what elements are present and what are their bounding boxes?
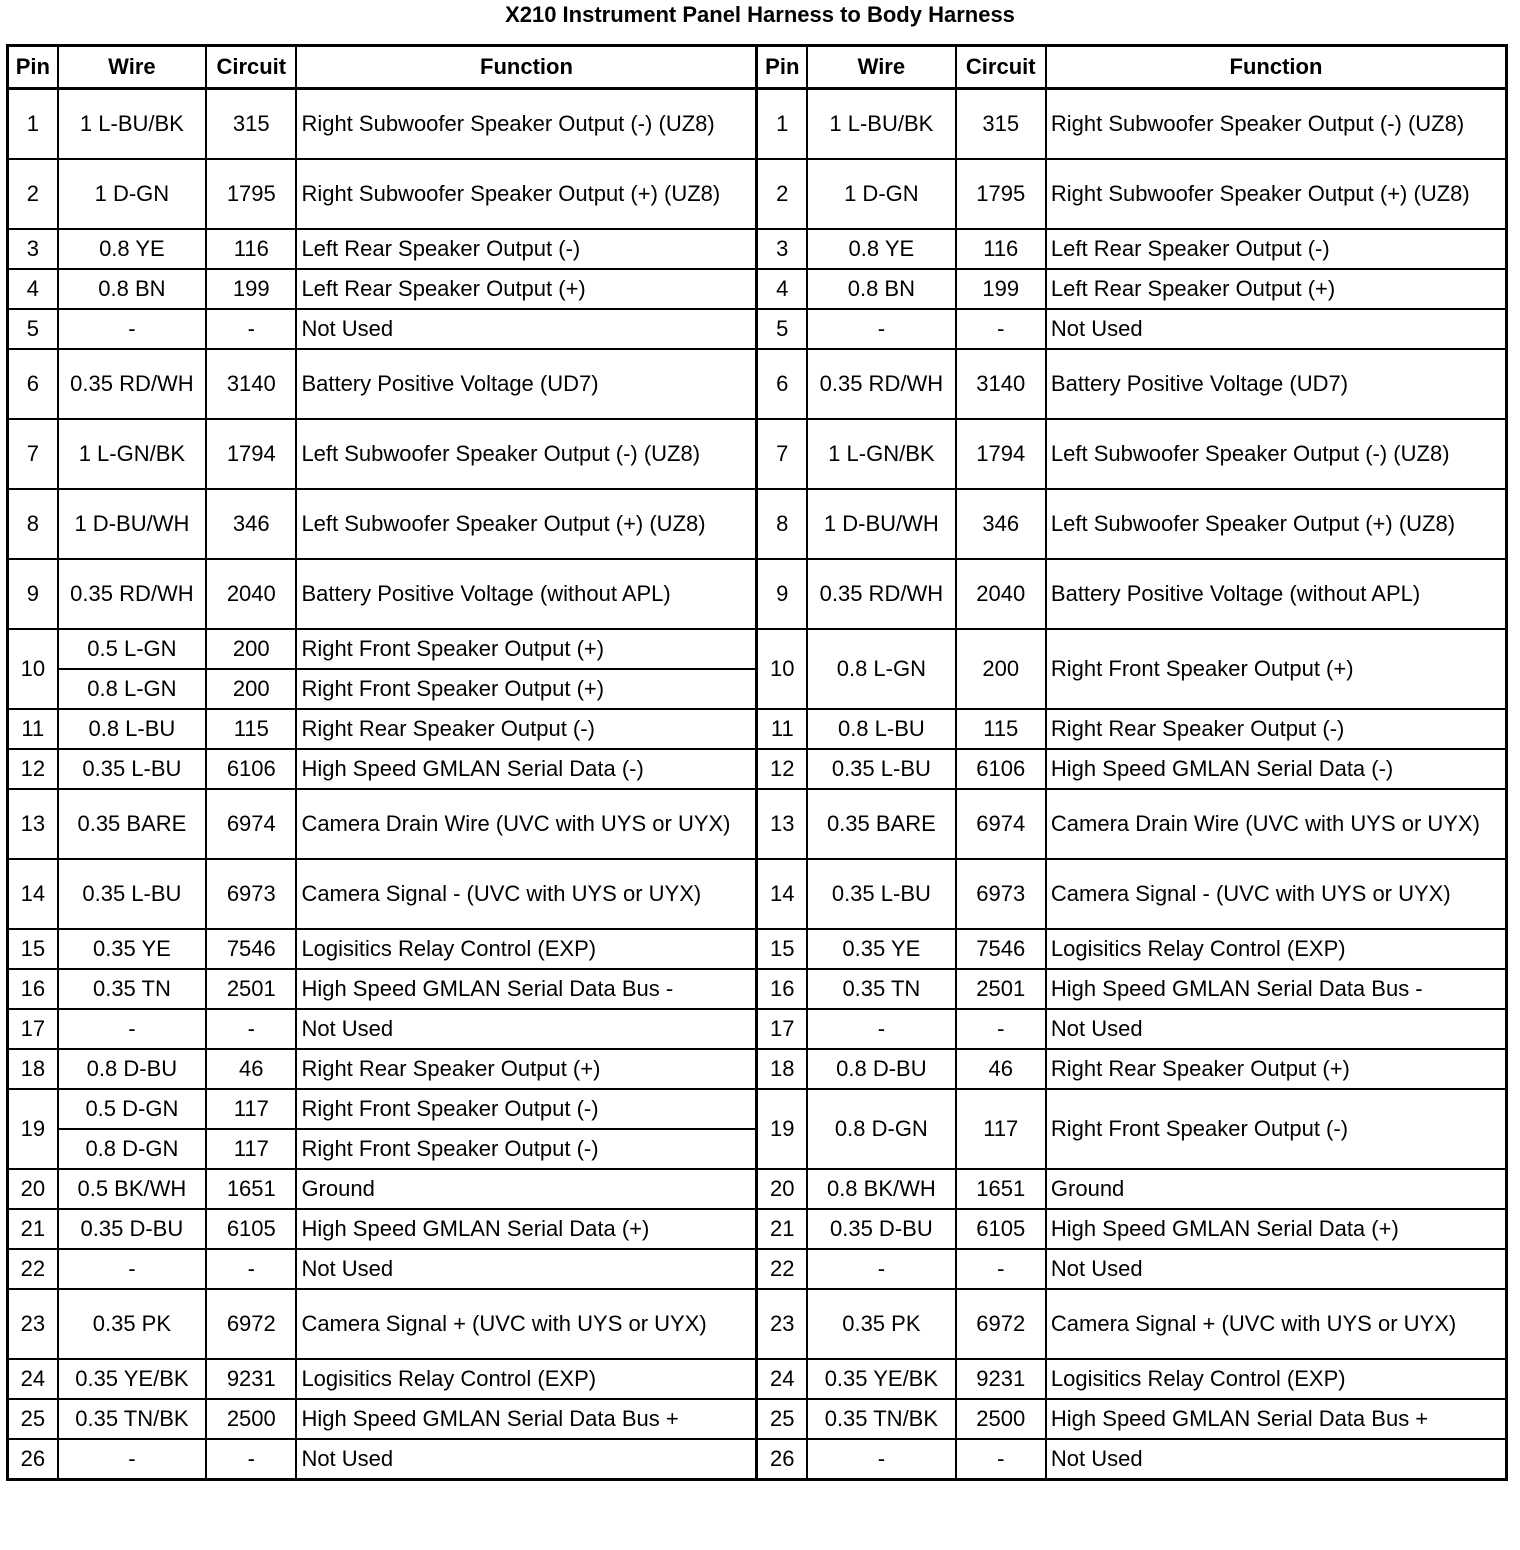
wire-cell: 0.8 L-BU — [58, 709, 206, 749]
table-row — [8, 1009, 1507, 1049]
function-cell: Not Used — [1046, 1439, 1507, 1480]
pin-cell: 14 — [8, 859, 58, 929]
header-pin: Pin — [8, 46, 58, 89]
pin-cell: 26 — [8, 1439, 58, 1480]
table-row — [8, 349, 1507, 419]
wire-cell: - — [807, 1249, 955, 1289]
circuit-cell: 117 — [206, 1129, 296, 1169]
circuit-cell: 2040 — [206, 559, 296, 629]
circuit-cell: - — [206, 1439, 296, 1480]
wire-cell: 0.35 TN — [58, 969, 206, 1009]
table-row — [8, 709, 1507, 749]
circuit-cell: 1794 — [956, 419, 1046, 489]
pin-cell: 13 — [757, 789, 807, 859]
pin-cell: 10 — [757, 629, 807, 709]
table-row — [8, 269, 1507, 309]
circuit-cell: 6972 — [206, 1289, 296, 1359]
function-cell: Left Subwoofer Speaker Output (-) (UZ8) — [296, 419, 757, 489]
circuit-cell: - — [206, 309, 296, 349]
circuit-cell: 200 — [956, 629, 1046, 709]
function-cell: Not Used — [1046, 1009, 1507, 1049]
wire-cell: 0.35 L-BU — [807, 859, 955, 929]
pin-cell: 10 — [8, 629, 58, 709]
pin-cell: 23 — [757, 1289, 807, 1359]
pin-cell: 8 — [8, 489, 58, 559]
function-cell: Right Front Speaker Output (+) — [1046, 629, 1507, 709]
header-circuit: Circuit — [206, 46, 296, 89]
wire-cell: 0.35 PK — [807, 1289, 955, 1359]
function-cell: Right Rear Speaker Output (-) — [1046, 709, 1507, 749]
wire-cell: 0.8 D-BU — [58, 1049, 206, 1089]
pin-cell: 16 — [757, 969, 807, 1009]
wire-cell: 0.5 D-GN — [58, 1089, 206, 1129]
circuit-cell: - — [206, 1009, 296, 1049]
circuit-cell: 115 — [956, 709, 1046, 749]
function-cell: Right Rear Speaker Output (+) — [296, 1049, 757, 1089]
function-cell: High Speed GMLAN Serial Data (+) — [296, 1209, 757, 1249]
circuit-cell: 6105 — [206, 1209, 296, 1249]
wire-cell: 1 L-GN/BK — [58, 419, 206, 489]
pin-cell: 1 — [757, 89, 807, 160]
wire-cell: 0.35 BARE — [807, 789, 955, 859]
pin-cell: 11 — [8, 709, 58, 749]
circuit-cell: - — [956, 1009, 1046, 1049]
pin-cell: 18 — [757, 1049, 807, 1089]
function-cell: Right Rear Speaker Output (+) — [1046, 1049, 1507, 1089]
pin-cell: 17 — [8, 1009, 58, 1049]
circuit-cell: 2500 — [956, 1399, 1046, 1439]
function-cell: Right Subwoofer Speaker Output (-) (UZ8) — [1046, 89, 1507, 160]
wire-cell: 0.8 BK/WH — [807, 1169, 955, 1209]
header-wire: Wire — [807, 46, 955, 89]
pin-cell: 21 — [757, 1209, 807, 1249]
table-row — [8, 229, 1507, 269]
pin-cell: 12 — [757, 749, 807, 789]
function-cell: Right Subwoofer Speaker Output (+) (UZ8) — [1046, 159, 1507, 229]
function-cell: Right Subwoofer Speaker Output (-) (UZ8) — [296, 89, 757, 160]
pin-cell: 12 — [8, 749, 58, 789]
function-cell: Right Front Speaker Output (-) — [296, 1129, 757, 1169]
circuit-cell: 3140 — [206, 349, 296, 419]
table-row — [8, 1289, 1507, 1359]
table-row — [8, 749, 1507, 789]
pin-cell: 5 — [8, 309, 58, 349]
wire-cell: - — [58, 1009, 206, 1049]
pin-cell: 13 — [8, 789, 58, 859]
circuit-cell: 2501 — [956, 969, 1046, 1009]
function-cell: Camera Signal - (UVC with UYS or UYX) — [296, 859, 757, 929]
wire-cell: 0.8 BN — [807, 269, 955, 309]
circuit-cell: 1651 — [956, 1169, 1046, 1209]
function-cell: High Speed GMLAN Serial Data (-) — [1046, 749, 1507, 789]
table-row — [8, 419, 1507, 489]
pin-cell: 4 — [757, 269, 807, 309]
pin-cell: 15 — [757, 929, 807, 969]
wire-cell: 0.35 TN/BK — [807, 1399, 955, 1439]
function-cell: Left Rear Speaker Output (-) — [1046, 229, 1507, 269]
function-cell: High Speed GMLAN Serial Data Bus - — [1046, 969, 1507, 1009]
circuit-cell: 199 — [206, 269, 296, 309]
wire-cell: - — [807, 1009, 955, 1049]
pin-cell: 17 — [757, 1009, 807, 1049]
circuit-cell: 199 — [956, 269, 1046, 309]
circuit-cell: 7546 — [956, 929, 1046, 969]
function-cell: High Speed GMLAN Serial Data Bus - — [296, 969, 757, 1009]
table-row — [8, 1169, 1507, 1209]
pin-cell: 22 — [8, 1249, 58, 1289]
wire-cell: 0.35 L-BU — [58, 859, 206, 929]
function-cell: Right Front Speaker Output (-) — [1046, 1089, 1507, 1169]
function-cell: Logisitics Relay Control (EXP) — [1046, 1359, 1507, 1399]
table-row — [8, 1089, 1507, 1129]
circuit-cell: 6973 — [956, 859, 1046, 929]
pin-cell: 4 — [8, 269, 58, 309]
pin-cell: 25 — [8, 1399, 58, 1439]
wire-cell: 1 L-BU/BK — [807, 89, 955, 160]
pin-cell: 18 — [8, 1049, 58, 1089]
pin-cell: 3 — [757, 229, 807, 269]
function-cell: High Speed GMLAN Serial Data Bus + — [1046, 1399, 1507, 1439]
pin-cell: 19 — [757, 1089, 807, 1169]
pin-cell: 7 — [757, 419, 807, 489]
table-row — [8, 559, 1507, 629]
circuit-cell: 346 — [956, 489, 1046, 559]
circuit-cell: 1651 — [206, 1169, 296, 1209]
circuit-cell: 315 — [206, 89, 296, 160]
function-cell: Battery Positive Voltage (without APL) — [296, 559, 757, 629]
circuit-cell: 3140 — [956, 349, 1046, 419]
table-row — [8, 629, 1507, 669]
function-cell: Left Subwoofer Speaker Output (+) (UZ8) — [1046, 489, 1507, 559]
circuit-cell: 46 — [206, 1049, 296, 1089]
circuit-cell: 200 — [206, 629, 296, 669]
wire-cell: 0.8 L-BU — [807, 709, 955, 749]
wire-cell: 1 L-BU/BK — [58, 89, 206, 160]
function-cell: Left Subwoofer Speaker Output (-) (UZ8) — [1046, 419, 1507, 489]
function-cell: High Speed GMLAN Serial Data (+) — [1046, 1209, 1507, 1249]
pin-cell: 25 — [757, 1399, 807, 1439]
header-function: Function — [296, 46, 757, 89]
circuit-cell: 6105 — [956, 1209, 1046, 1249]
function-cell: Not Used — [296, 309, 757, 349]
table-row — [8, 1049, 1507, 1089]
pin-cell: 15 — [8, 929, 58, 969]
circuit-cell: 6106 — [206, 749, 296, 789]
function-cell: Battery Positive Voltage (UD7) — [1046, 349, 1507, 419]
pin-cell: 9 — [757, 559, 807, 629]
pin-cell: 16 — [8, 969, 58, 1009]
wire-cell: 0.35 L-BU — [58, 749, 206, 789]
function-cell: Right Subwoofer Speaker Output (+) (UZ8) — [296, 159, 757, 229]
table-row — [8, 789, 1507, 859]
circuit-cell: 6973 — [206, 859, 296, 929]
pin-cell: 20 — [8, 1169, 58, 1209]
wire-cell: - — [58, 1439, 206, 1480]
function-cell: Right Front Speaker Output (+) — [296, 629, 757, 669]
pin-cell: 20 — [757, 1169, 807, 1209]
pin-cell: 22 — [757, 1249, 807, 1289]
function-cell: Right Rear Speaker Output (-) — [296, 709, 757, 749]
pin-cell: 9 — [8, 559, 58, 629]
circuit-cell: 315 — [956, 89, 1046, 160]
function-cell: Left Rear Speaker Output (+) — [296, 269, 757, 309]
wire-cell: 1 L-GN/BK — [807, 419, 955, 489]
circuit-cell: 117 — [206, 1089, 296, 1129]
table-row — [8, 1359, 1507, 1399]
pin-cell: 24 — [757, 1359, 807, 1399]
function-cell: High Speed GMLAN Serial Data Bus + — [296, 1399, 757, 1439]
wire-cell: 0.35 TN/BK — [58, 1399, 206, 1439]
function-cell: Left Rear Speaker Output (-) — [296, 229, 757, 269]
function-cell: Ground — [296, 1169, 757, 1209]
wire-cell: 0.35 RD/WH — [807, 559, 955, 629]
pin-cell: 7 — [8, 419, 58, 489]
circuit-cell: 2040 — [956, 559, 1046, 629]
wire-cell: 1 D-GN — [807, 159, 955, 229]
wire-cell: 0.35 D-BU — [807, 1209, 955, 1249]
pin-cell: 21 — [8, 1209, 58, 1249]
function-cell: Logisitics Relay Control (EXP) — [296, 1359, 757, 1399]
table-row — [8, 159, 1507, 229]
circuit-cell: 1795 — [206, 159, 296, 229]
wire-cell: - — [807, 309, 955, 349]
function-cell: Battery Positive Voltage (UD7) — [296, 349, 757, 419]
function-cell: Camera Signal - (UVC with UYS or UYX) — [1046, 859, 1507, 929]
function-cell: Ground — [1046, 1169, 1507, 1209]
pin-cell: 26 — [757, 1439, 807, 1480]
function-cell: High Speed GMLAN Serial Data (-) — [296, 749, 757, 789]
circuit-cell: 6974 — [956, 789, 1046, 859]
table-row — [8, 89, 1507, 160]
pin-cell: 23 — [8, 1289, 58, 1359]
function-cell: Left Rear Speaker Output (+) — [1046, 269, 1507, 309]
wire-cell: 0.8 YE — [58, 229, 206, 269]
wire-cell: 0.8 D-GN — [807, 1089, 955, 1169]
wire-cell: 0.8 YE — [807, 229, 955, 269]
table-row — [8, 969, 1507, 1009]
circuit-cell: 6972 — [956, 1289, 1046, 1359]
wire-cell: 0.35 L-BU — [807, 749, 955, 789]
header-wire: Wire — [58, 46, 206, 89]
table-row — [8, 1209, 1507, 1249]
header-pin: Pin — [757, 46, 807, 89]
circuit-cell: 116 — [956, 229, 1046, 269]
function-cell: Camera Signal + (UVC with UYS or UYX) — [1046, 1289, 1507, 1359]
function-cell: Not Used — [1046, 309, 1507, 349]
wire-cell: 0.35 YE/BK — [58, 1359, 206, 1399]
wire-cell: 0.35 RD/WH — [58, 559, 206, 629]
wire-cell: 0.35 YE — [58, 929, 206, 969]
wire-cell: 0.35 YE/BK — [807, 1359, 955, 1399]
wire-cell: - — [58, 1249, 206, 1289]
wire-cell: - — [807, 1439, 955, 1480]
wire-cell: 0.8 D-GN — [58, 1129, 206, 1169]
circuit-cell: 7546 — [206, 929, 296, 969]
table-row — [8, 1399, 1507, 1439]
function-cell: Camera Signal + (UVC with UYS or UYX) — [296, 1289, 757, 1359]
wire-cell: - — [58, 309, 206, 349]
function-cell: Not Used — [296, 1249, 757, 1289]
circuit-cell: 9231 — [956, 1359, 1046, 1399]
circuit-cell: 2501 — [206, 969, 296, 1009]
circuit-cell: - — [956, 1439, 1046, 1480]
function-cell: Right Front Speaker Output (-) — [296, 1089, 757, 1129]
function-cell: Camera Drain Wire (UVC with UYS or UYX) — [1046, 789, 1507, 859]
function-cell: Battery Positive Voltage (without APL) — [1046, 559, 1507, 629]
wire-cell: 1 D-GN — [58, 159, 206, 229]
pin-cell: 6 — [8, 349, 58, 419]
function-cell: Logisitics Relay Control (EXP) — [296, 929, 757, 969]
pin-cell: 2 — [8, 159, 58, 229]
table-row — [8, 309, 1507, 349]
wire-cell: 1 D-BU/WH — [58, 489, 206, 559]
function-cell: Right Front Speaker Output (+) — [296, 669, 757, 709]
wire-cell: 0.35 RD/WH — [807, 349, 955, 419]
circuit-cell: 6974 — [206, 789, 296, 859]
pin-cell: 19 — [8, 1089, 58, 1169]
function-cell: Left Subwoofer Speaker Output (+) (UZ8) — [296, 489, 757, 559]
pin-cell: 1 — [8, 89, 58, 160]
wire-cell: 0.8 BN — [58, 269, 206, 309]
pin-cell: 11 — [757, 709, 807, 749]
function-cell: Logisitics Relay Control (EXP) — [1046, 929, 1507, 969]
wire-cell: 1 D-BU/WH — [807, 489, 955, 559]
table-row — [8, 859, 1507, 929]
circuit-cell: - — [206, 1249, 296, 1289]
circuit-cell: 46 — [956, 1049, 1046, 1089]
pin-cell: 8 — [757, 489, 807, 559]
circuit-cell: - — [956, 309, 1046, 349]
page-title: X210 Instrument Panel Harness to Body Harness — [505, 2, 1015, 27]
circuit-cell: 1794 — [206, 419, 296, 489]
function-cell: Not Used — [296, 1439, 757, 1480]
wire-cell: 0.35 BARE — [58, 789, 206, 859]
table-row — [8, 1249, 1507, 1289]
circuit-cell: - — [956, 1249, 1046, 1289]
pin-cell: 2 — [757, 159, 807, 229]
pin-cell: 5 — [757, 309, 807, 349]
pin-cell: 14 — [757, 859, 807, 929]
circuit-cell: 117 — [956, 1089, 1046, 1169]
wire-cell: 0.8 L-GN — [58, 669, 206, 709]
circuit-cell: 116 — [206, 229, 296, 269]
wire-cell: 0.35 TN — [807, 969, 955, 1009]
table-row — [8, 929, 1507, 969]
circuit-cell: 115 — [206, 709, 296, 749]
header-function: Function — [1046, 46, 1507, 89]
wire-cell: 0.5 L-GN — [58, 629, 206, 669]
pinout-table — [6, 44, 1508, 1481]
table-row — [8, 1439, 1507, 1480]
circuit-cell: 200 — [206, 669, 296, 709]
table-row — [8, 489, 1507, 559]
circuit-cell: 2500 — [206, 1399, 296, 1439]
wire-cell: 0.35 D-BU — [58, 1209, 206, 1249]
wire-cell: 0.5 BK/WH — [58, 1169, 206, 1209]
circuit-cell: 346 — [206, 489, 296, 559]
function-cell: Not Used — [1046, 1249, 1507, 1289]
circuit-cell: 6106 — [956, 749, 1046, 789]
circuit-cell: 9231 — [206, 1359, 296, 1399]
wire-cell: 0.35 RD/WH — [58, 349, 206, 419]
function-cell: Camera Drain Wire (UVC with UYS or UYX) — [296, 789, 757, 859]
wire-cell: 0.8 L-GN — [807, 629, 955, 709]
circuit-cell: 1795 — [956, 159, 1046, 229]
header-circuit: Circuit — [956, 46, 1046, 89]
wire-cell: 0.35 PK — [58, 1289, 206, 1359]
pin-cell: 3 — [8, 229, 58, 269]
wire-cell: 0.8 D-BU — [807, 1049, 955, 1089]
pin-cell: 6 — [757, 349, 807, 419]
function-cell: Not Used — [296, 1009, 757, 1049]
header-row — [8, 46, 1507, 89]
wire-cell: 0.35 YE — [807, 929, 955, 969]
pin-cell: 24 — [8, 1359, 58, 1399]
